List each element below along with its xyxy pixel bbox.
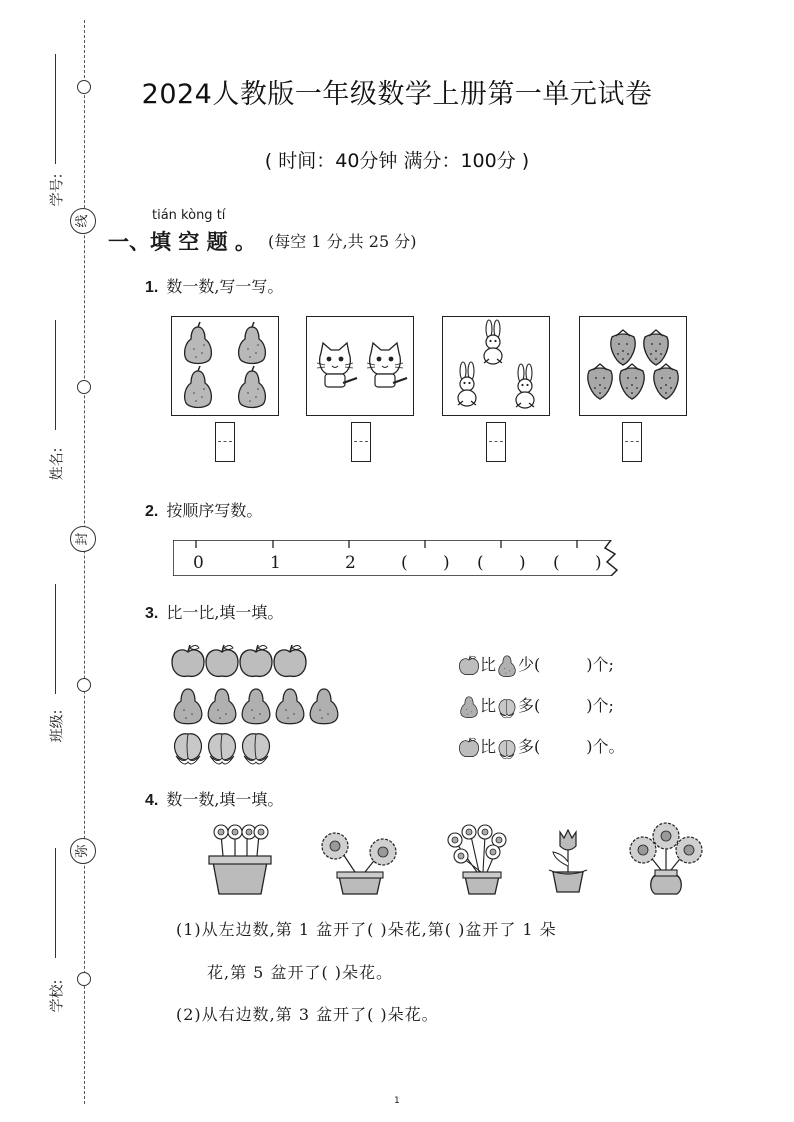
question-text: 按顺序写数。: [166, 501, 263, 520]
sub-question-1-line-2: 花,第 5 盆开了( )朵花。: [207, 963, 394, 982]
question-4: [145, 787, 283, 810]
peach-row: [175, 734, 270, 764]
section-score-note: (每空 1 分,共 25 分): [268, 232, 417, 251]
pear-icon: [172, 317, 278, 415]
pear-icon: [496, 654, 518, 678]
name-line: [55, 320, 56, 430]
fruit-rows: [170, 640, 350, 770]
picture-box-strawberries: [579, 316, 687, 416]
ruler-blank-open: (: [553, 553, 560, 573]
ruler-blank-close: ): [595, 553, 602, 573]
comparison-line: [458, 652, 614, 678]
ruler-blank-close: ): [443, 553, 450, 573]
comparison-relation: 少(: [518, 655, 541, 674]
comparison-tail: )个。: [586, 737, 625, 756]
pot-5: [630, 823, 702, 894]
comparison-line: [458, 693, 614, 719]
name-label: 姓名:: [49, 447, 66, 481]
question-number: 1.: [145, 279, 159, 296]
comparison-relation: 多(: [518, 696, 541, 715]
apple-icon: [458, 736, 480, 760]
sub-question-2: (2)从右边数,第 3 盆开了( )朵花。: [176, 1005, 439, 1024]
comparison-tail: )个;: [586, 696, 614, 715]
seal-xian: 线: [70, 208, 96, 234]
answer-box[interactable]: [622, 422, 642, 462]
answer-box[interactable]: [351, 422, 371, 462]
school-label: 学校:: [49, 979, 66, 1013]
apple-icon: [458, 654, 480, 678]
answer-box[interactable]: [215, 422, 235, 462]
binding-hole: [77, 678, 91, 692]
cat-icon: [307, 317, 413, 415]
comparison-tail: )个;: [586, 655, 614, 674]
pot-4: [549, 830, 587, 892]
question-1: [145, 274, 283, 297]
picture-box-rabbits: [442, 316, 550, 416]
picture-box-cats: [306, 316, 414, 416]
peach-icon: [496, 695, 518, 719]
comparison-line: [458, 734, 625, 760]
ruler-blank-close: ): [519, 553, 526, 573]
picture-box-pears: [171, 316, 279, 416]
flower-pot-icon: [205, 822, 705, 898]
question-number: 4.: [145, 792, 159, 809]
comparison-word: 比: [480, 737, 497, 756]
student-id-label: 学号:: [49, 173, 66, 207]
comparison-relation: 多(: [518, 737, 541, 756]
sub-question-1-line-1: (1)从左边数,第 1 盆开了( )朵花,第( )盆开了 1 朵: [176, 920, 557, 939]
binding-dashed-line: [84, 20, 85, 1104]
question-3: [145, 600, 283, 623]
seal-mi: 弥: [70, 838, 96, 864]
question-2: [145, 498, 262, 521]
pot-2: [322, 833, 396, 894]
apple-row: [172, 645, 306, 676]
pear-row: [174, 689, 338, 724]
question-text: 数一数,写一写。: [166, 277, 284, 296]
class-line: [55, 584, 56, 694]
question-text: 比一比,填一填。: [166, 603, 284, 622]
school-line: [55, 848, 56, 958]
section-pinyin: tián kòng tí: [152, 208, 226, 223]
pot-3: [448, 825, 506, 894]
ruler-blank-open: (: [401, 553, 408, 573]
question-number: 2.: [145, 503, 159, 520]
ruler-label: 0: [193, 553, 204, 573]
page-title: 2024人教版一年级数学上册第一单元试卷: [141, 79, 653, 110]
pear-icon: [458, 695, 480, 719]
comparison-word: 比: [480, 655, 497, 674]
ruler-blank-open: (: [477, 553, 484, 573]
question-number: 3.: [145, 605, 159, 622]
answer-box[interactable]: [486, 422, 506, 462]
binding-hole: [77, 380, 91, 394]
ruler-label: 1: [270, 553, 281, 573]
pot-1: [209, 825, 271, 894]
comparison-word: 比: [480, 696, 497, 715]
peach-icon: [496, 736, 518, 760]
strawberry-icon: [580, 317, 686, 415]
ruler-label: 2: [345, 553, 356, 573]
binding-hole: [77, 972, 91, 986]
seal-feng: 封: [70, 526, 96, 552]
rabbit-icon: [443, 317, 549, 415]
class-label: 班级:: [49, 709, 66, 743]
section-heading: 一、填 空 题 。: [108, 230, 256, 254]
page-number: 1: [394, 1096, 400, 1106]
question-text: 数一数,填一填。: [166, 790, 284, 809]
exam-info: ( 时间：40分钟 满分：100分 ): [264, 150, 530, 172]
